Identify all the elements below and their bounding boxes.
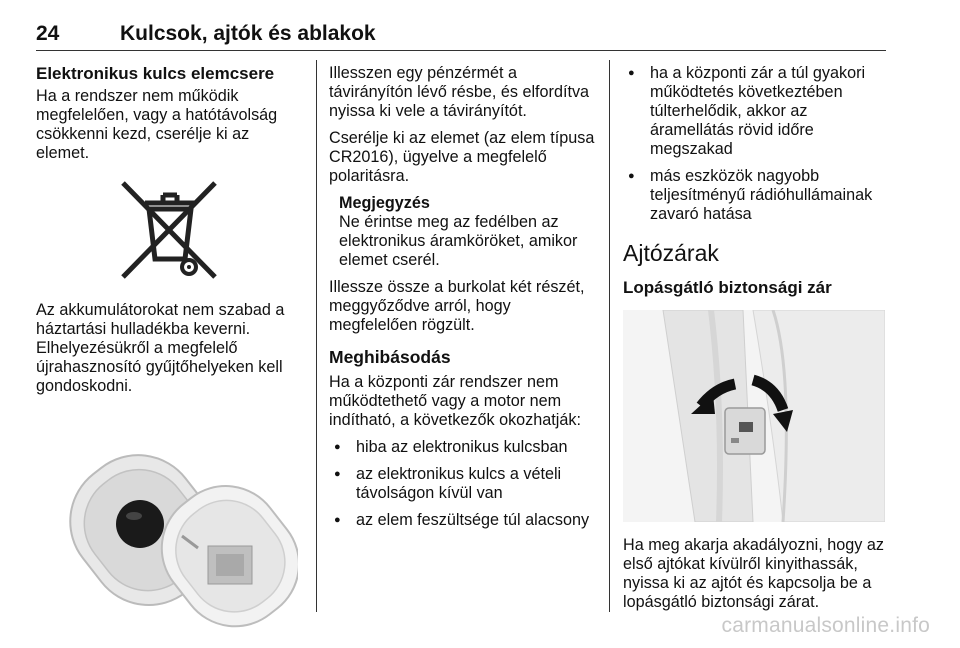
replace-battery-text: Cserélje ki az elemet (az elem típusa CR2016), ügyelve a megfelelő polaritásra. bbox=[329, 129, 595, 185]
section-heading-battery: Elektronikus kulcs elemcsere bbox=[36, 64, 275, 83]
battery-intro-text: Ha a rendszer nem működik megfelelően, vagy a hatótávolság csökkenni kezd, cserélje ki az elemet. bbox=[36, 87, 278, 162]
waste-bin-crossed-icon bbox=[115, 177, 225, 287]
battery-disposal-text: Az akkumulátorokat nem szabad a háztartási hulladékba keverni. Elhelyezésükről a megfelelő újrahasznosító gyűjtőhelyeken kell gondoskodni. bbox=[36, 301, 285, 395]
section-heading-door-locks: Ajtózárak bbox=[623, 240, 719, 266]
section-heading-malfunction: Meghibásodás bbox=[329, 347, 451, 367]
malfunction-causes-list-continued bbox=[623, 64, 885, 224]
list-item: ● az elem feszültsége túl alacsony bbox=[329, 511, 599, 530]
column-right bbox=[623, 64, 885, 620]
page-header bbox=[36, 20, 886, 51]
note-text: Ne érintse meg az fedélben az elektronikus áramköröket, amikor elemet cserél. bbox=[339, 213, 578, 269]
column-divider-left bbox=[316, 60, 317, 612]
column-left bbox=[36, 64, 304, 648]
column-divider-right bbox=[609, 60, 610, 612]
chapter-title: Kulcsok, ajtók és ablakok bbox=[120, 22, 376, 45]
list-item: ● hiba az elektronikus kulcsban bbox=[329, 438, 599, 457]
page-number: 24 bbox=[36, 22, 60, 45]
malfunction-intro-text: Ha a központi zár rendszer nem működtethető vagy a motor nem indítható, a következők okozhatják: bbox=[329, 373, 581, 429]
subheading-child-safety-lock: Lopásgátló biztonsági zár bbox=[623, 278, 832, 297]
list-item: ● ha a központi zár a túl gyakori működtetés következtében túlterhelődik, akkor az áramellátás rövid időre megszakad bbox=[623, 64, 885, 159]
list-item: ● más eszközök nagyobb teljesítményű rádióhullámainak zavaró hatása bbox=[623, 167, 885, 224]
note-title: Megjegyzés bbox=[339, 194, 430, 212]
column-middle bbox=[329, 64, 599, 538]
key-fob-battery-illustration bbox=[58, 418, 298, 648]
watermark: carmanualsonline.info bbox=[721, 614, 930, 637]
list-item: ● az elektronikus kulcs a vételi távolságon kívül van bbox=[329, 465, 599, 503]
reassemble-text: Illessze össze a burkolat két részét, meggyőződve arról, hogy megfelelően rögzült. bbox=[329, 278, 585, 334]
malfunction-causes-list bbox=[329, 438, 599, 530]
note-box bbox=[339, 194, 599, 270]
child-safety-lock-text: Ha meg akarja akadályozni, hogy az első ajtókat kívülről kinyithassák, nyissa ki az ajtót és kapcsolja be a lopásgátló biztonsági zárat. bbox=[623, 536, 884, 611]
open-remote-text: Illesszen egy pénzérmét a távirányítón lévő résbe, és elfordítva nyissa ki vele a távirányítót. bbox=[329, 64, 590, 120]
door-lock-illustration bbox=[623, 310, 885, 522]
